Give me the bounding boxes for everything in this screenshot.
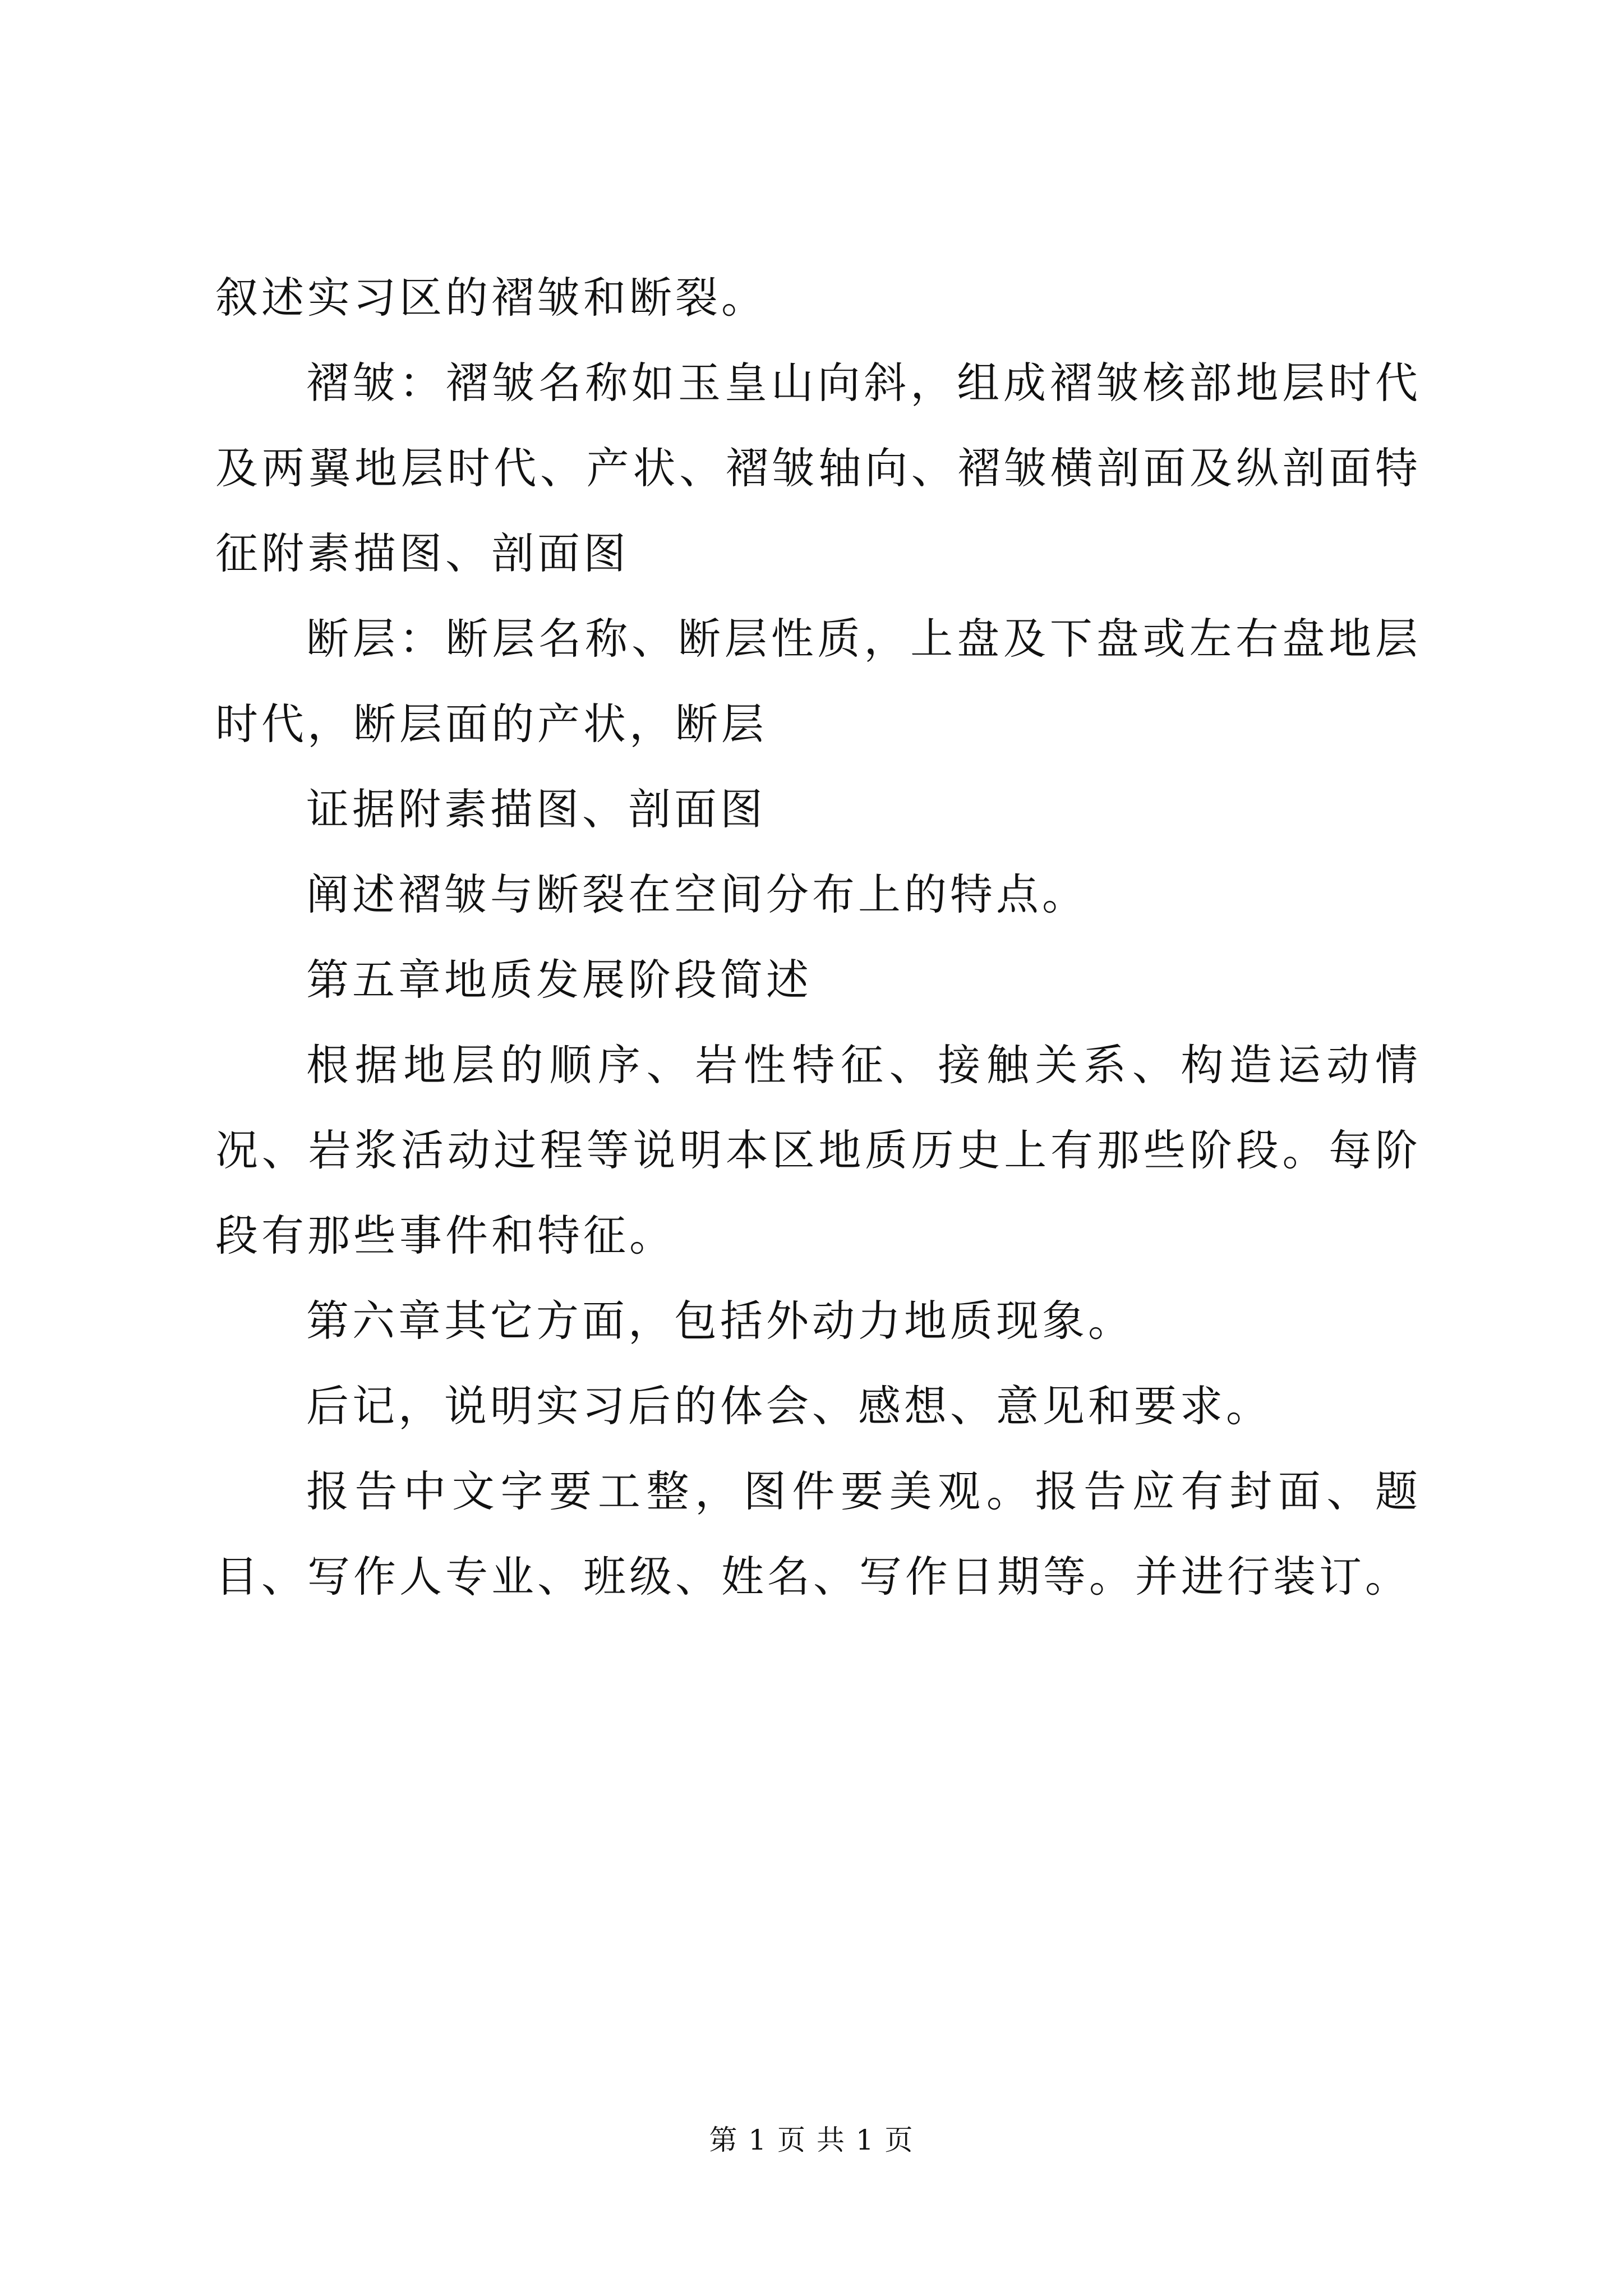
chapter-six-heading: 第六章其它方面，包括外动力地质现象。 bbox=[306, 1296, 1134, 1346]
paragraph-geologic-history: 根据地层的顺序、岩性特征、接触关系、构造运动情况、岩浆活动过程等说明本区地质历史上有那些阶段。每阶段有那些事件和特征。 bbox=[215, 1040, 1421, 1260]
paragraph-report-requirements: 报告中文字要工整，图件要美观。报告应有封面、题目、写作人专业、班级、姓名、写作日期等。并进行装订。 bbox=[215, 1466, 1421, 1602]
paragraph-distribution: 阐述褶皱与断裂在空间分布上的特点。 bbox=[306, 869, 1088, 919]
page-number-footer: 第 1 页 共 1 页 bbox=[709, 2124, 914, 2156]
paragraph-postscript: 后记，说明实习后的体会、感想、意见和要求。 bbox=[306, 1381, 1272, 1431]
paragraph-intro: 叙述实习区的褶皱和断裂。 bbox=[215, 273, 767, 323]
chapter-five-heading: 第五章地质发展阶段简述 bbox=[306, 955, 812, 1005]
paragraph-folds: 褶皱：褶皱名称如玉皇山向斜，组成褶皱核部地层时代及两翼地层时代、产状、褶皱轴向、褶皱横剖面及纵剖面特征附素描图、剖面图 bbox=[215, 358, 1421, 578]
paragraph-faults: 断层：断层名称、断层性质，上盘及下盘或左右盘地层时代，断层面的产状，断层 bbox=[215, 614, 1421, 749]
document-body bbox=[215, 255, 1421, 1619]
paragraph-evidence: 证据附素描图、剖面图 bbox=[306, 784, 766, 834]
